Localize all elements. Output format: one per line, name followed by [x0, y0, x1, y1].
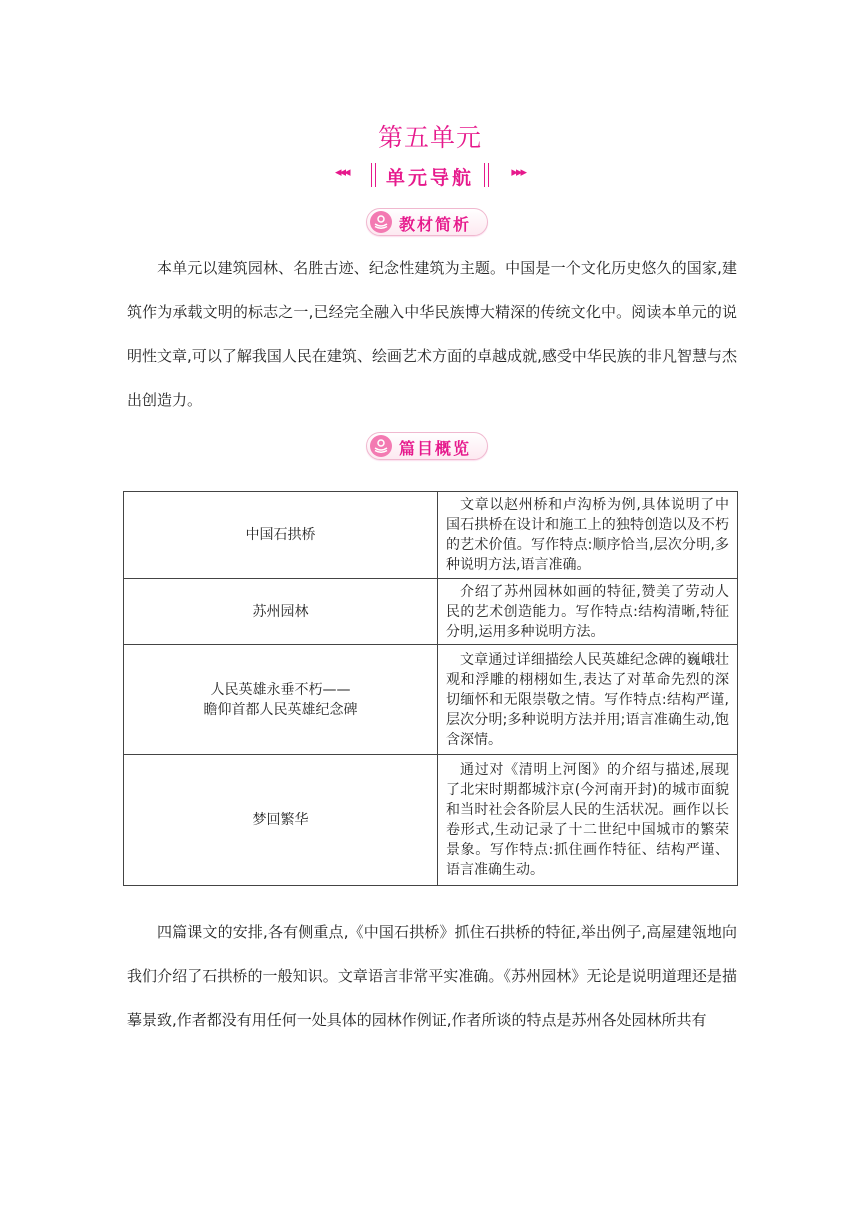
section-header-overview — [366, 432, 488, 460]
article-description: 通过对《清明上河图》的介绍与描述,展现了北宋时期都城汴京(今河南开封)的城市面貌和当时社会各阶层人民的生活状况。画作以长卷形式,生动记录了十二世纪中国城市的繁荣景象。写作特点:抓住画作特征、结构严谨、语言准确生动。 — [438, 755, 738, 886]
article-title-cell — [124, 579, 438, 645]
analysis-paragraph: 本单元以建筑园林、名胜古迹、纪念性建筑为主题。中国是一个文化历史悠久的国家,建筑作为承载文明的标志之一,已经完全融入中华民族博大精深的传统文化中。阅读本单元的说明性文章,可以了解我国人民在建筑、绘画艺术方面的卓越成就,感受中华民族的非凡智慧与杰出创造力。 — [127, 259, 737, 409]
table-row — [124, 755, 738, 886]
article-title: 苏州园林 — [252, 603, 309, 620]
article-subtitle: 瞻仰首都人民英雄纪念碑 — [203, 701, 358, 718]
unit-navigation-label: 单元导航 — [385, 167, 474, 189]
right-arrows-icon: ▸▸▸ — [511, 165, 525, 180]
book-icon — [370, 435, 392, 457]
divider — [371, 163, 376, 187]
closing-paragraph: 四篇课文的安排,各有侧重点,《中国石拱桥》抓住石拱桥的特征,举出例子,高屋建瓴地向我们介绍了石拱桥的一般知识。文章语言非常平实准确。《苏州园林》无论是说明道理还是描摹景致,作者都没有用任何一处具体的园林作例证,作者所谈的特点是苏州各处园林所共有 — [127, 923, 737, 1029]
table-row — [124, 645, 738, 755]
article-title: 梦回繁华 — [252, 812, 309, 828]
table-row — [124, 579, 738, 645]
section-header-analysis — [366, 208, 488, 236]
unit-title: 第五单元 — [377, 123, 482, 152]
divider — [484, 163, 489, 187]
article-description: 介绍了苏州园林如画的特征,赞美了劳动人民的艺术创造能力。写作特点:结构清晰,特征分明,运用多种说明方法。 — [438, 579, 738, 645]
section-title: 篇目概览 — [399, 439, 472, 458]
article-description: 文章以赵州桥和卢沟桥为例,具体说明了中国石拱桥在设计和施工上的独特创造以及不朽的艺术价值。写作特点:顺序恰当,层次分明,多种说明方法,语言准确。 — [438, 492, 738, 579]
article-description: 文章通过详细描绘人民英雄纪念碑的巍峨壮观和浮雕的栩栩如生,表达了对革命先烈的深切缅怀和无限崇敬之情。写作特点:结构严谨,层次分明;多种说明方法并用;语言准确生动,饱含深情。 — [438, 645, 738, 755]
article-title: 中国石拱桥 — [245, 527, 316, 543]
article-title-cell — [124, 755, 438, 886]
article-title-cell — [124, 492, 438, 579]
book-icon — [370, 211, 392, 233]
article-title-cell — [124, 645, 438, 755]
left-arrows-icon: ◂◂◂ — [335, 165, 349, 180]
unit-navigation-banner — [335, 161, 525, 189]
table-row — [124, 492, 738, 579]
article-title: 人民英雄永垂不朽—— — [210, 681, 351, 698]
overview-table — [123, 491, 738, 886]
section-title: 教材简析 — [399, 215, 472, 234]
